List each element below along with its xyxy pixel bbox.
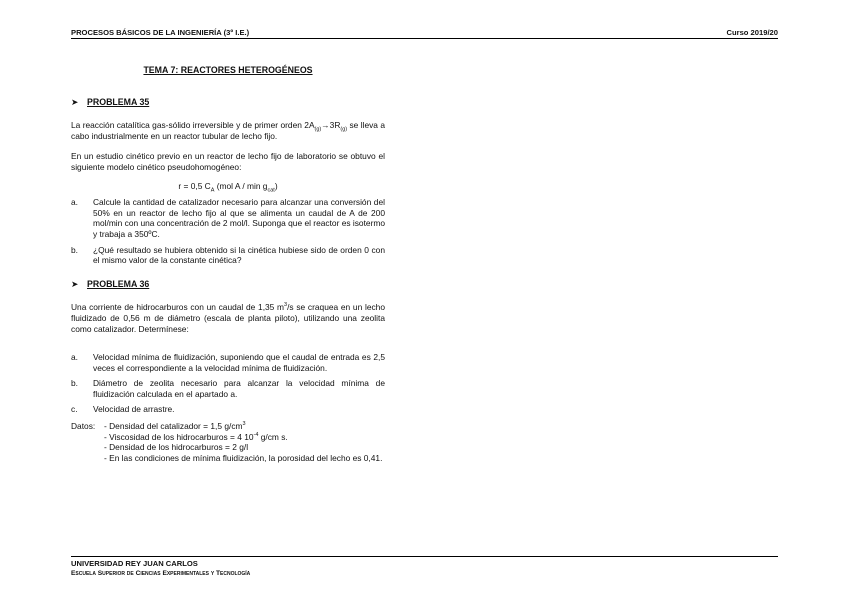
- data-label: Datos:: [71, 421, 96, 432]
- data-line: - En las condiciones de mínima fluidización, la porosidad del lecho es 0,41.: [104, 452, 383, 463]
- eq-sub: cat: [267, 187, 275, 194]
- data-sup: 3: [242, 421, 246, 428]
- data-text: g/cm s.: [258, 431, 288, 442]
- intro-text-cont: /s se craquea en un lecho fluidizado de 0,56 m de diámetro (escala de planta piloto), utilizando una zeolita como catalizador. Determínese:: [71, 302, 385, 334]
- problem-36-data: [71, 421, 385, 463]
- intro-text: Una corriente de hidrocarburos con un caudal de 1,35 m: [71, 302, 285, 313]
- bullet-arrow-icon: ➤: [71, 96, 79, 107]
- item-letter: c.: [71, 404, 78, 415]
- item-text: ¿Qué resultado se hubiera obtenido si la cinética hubiese sido de orden 0 con el mismo valor de la constante cinética?: [93, 244, 385, 266]
- list-item: [71, 352, 385, 373]
- list-item: [71, 245, 385, 266]
- item-text: Diámetro de zeolita necesario para alcanzar la velocidad mínima de fluidización calculada en el apartado a.: [93, 378, 385, 399]
- problem-35-intro: [71, 120, 385, 141]
- item-text: Velocidad de arrastre.: [93, 404, 175, 415]
- header-course-year: Curso 2019/20: [726, 28, 778, 37]
- list-item: [71, 404, 385, 415]
- problem-36-heading: [71, 279, 385, 290]
- reactant-phase: (g): [314, 126, 322, 133]
- eq-part: r = 0,5 C: [178, 180, 211, 191]
- unit-exponent: 3: [284, 302, 288, 309]
- reaction-reactant: 2A: [304, 120, 315, 131]
- data-line: [104, 421, 385, 432]
- list-item: [71, 378, 385, 399]
- item-letter: b.: [71, 244, 78, 255]
- data-list: [104, 421, 385, 463]
- data-text: - Viscosidad de los hidrocarburos = 4 10: [104, 431, 254, 442]
- problem-35-heading: [71, 97, 385, 108]
- item-letter: a.: [71, 352, 78, 363]
- item-letter: b.: [71, 378, 78, 389]
- product-phase: (g): [340, 126, 348, 133]
- eq-sub: A: [210, 187, 215, 194]
- kinetic-equation: [71, 181, 385, 192]
- problem-36-label: PROBLEMA 36: [87, 278, 150, 289]
- data-sup: -4: [253, 431, 259, 438]
- header-course-name: PROCESOS BÁSICOS DE LA INGENIERÍA (3º I.E.): [71, 28, 250, 37]
- footer-university: UNIVERSIDAD REY JUAN CARLOS: [71, 559, 198, 568]
- item-text: Velocidad mínima de fluidización, suponiendo que el caudal de entrada es 2,5 veces el correspondiente a la velocidad mínima de fluidización.: [93, 352, 385, 373]
- problem-36-intro: [71, 302, 385, 334]
- document-body: [71, 65, 385, 463]
- data-line: - Densidad de los hidrocarburos = 2 g/l: [104, 442, 249, 453]
- footer-school: Escuela Superior de Ciencias Experimentales y Tecnología: [71, 570, 251, 577]
- intro-text-cont: se lleva a cabo industrialmente en un reactor tubular de lecho fijo.: [71, 120, 385, 141]
- intro-text: La reacción catalítica gas-sólido irreversible y de primer orden: [71, 120, 302, 131]
- eq-part: (mol A / min g: [214, 180, 268, 191]
- problem-35-study: En un estudio cinético previo en un reactor de lecho fijo de laboratorio se obtuvo el siguiente modelo cinético pseudohomogéneo:: [71, 151, 385, 172]
- topic-title: TEMA 7: REACTORES HETEROGÉNEOS: [143, 65, 313, 75]
- eq-part: ): [274, 180, 278, 191]
- page-header: [71, 28, 778, 39]
- page-footer: [71, 556, 778, 577]
- data-text: - Densidad del catalizador = 1,5 g/cm: [104, 421, 243, 432]
- problem-35-label: PROBLEMA 35: [87, 96, 150, 107]
- item-letter: a.: [71, 197, 78, 208]
- data-line: [104, 432, 385, 443]
- list-item: [71, 197, 385, 239]
- reaction-product: →3R: [321, 120, 341, 131]
- item-text: Calcule la cantidad de catalizador necesario para alcanzar una conversión del 50% en un reactor de lecho fijo al que se alimenta un caudal de A de 200 mol/min con una concentración de 2 mol/l. Suponga que el reactor es isotermo y trabaja a 350ºC.: [93, 197, 385, 239]
- bullet-arrow-icon: ➤: [71, 278, 79, 289]
